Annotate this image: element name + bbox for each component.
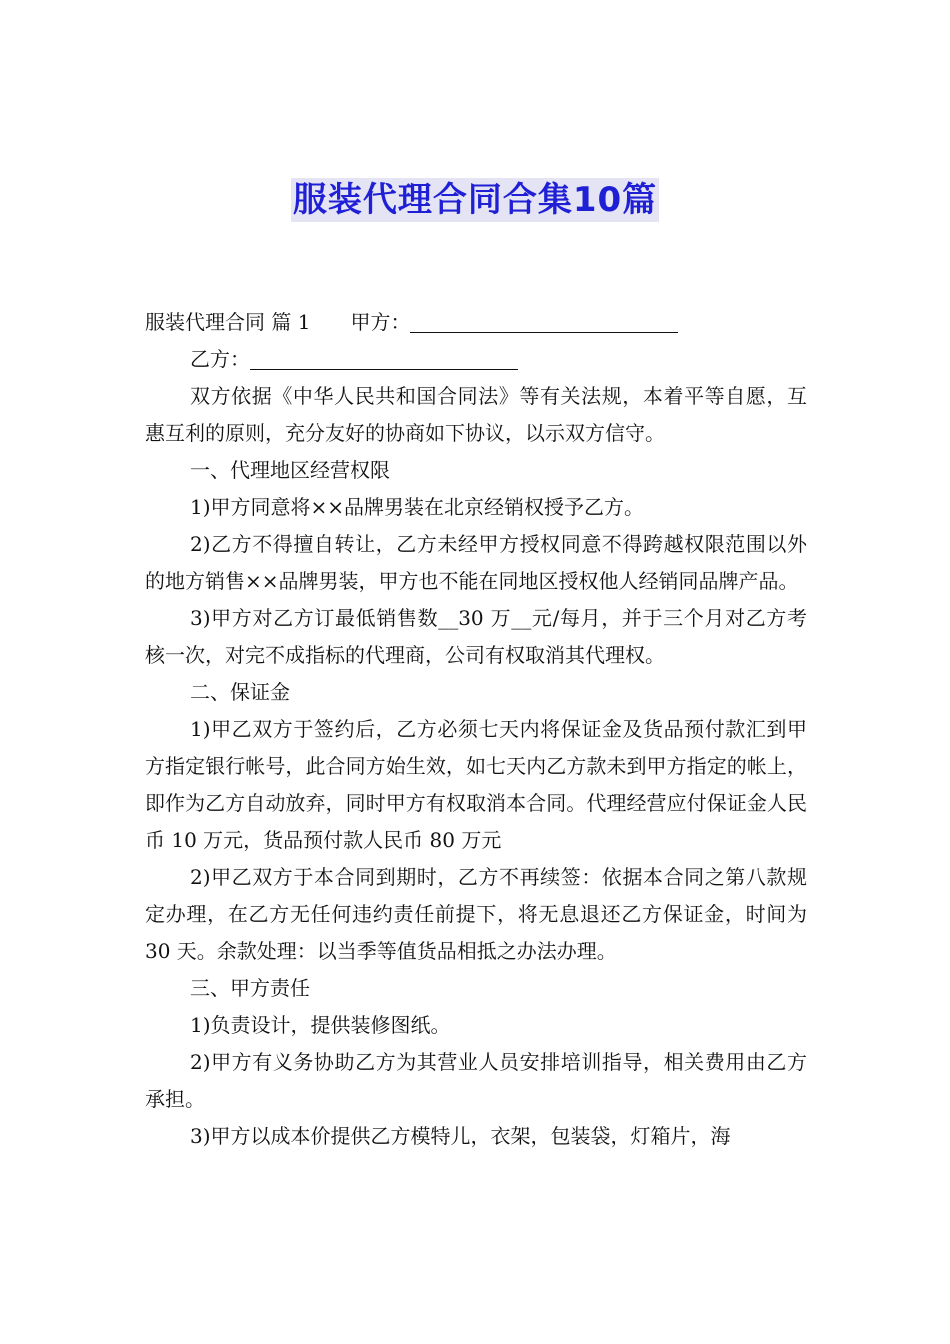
document-title: 服装代理合同合集10篇 (292, 180, 658, 220)
party-b-blank (250, 345, 518, 370)
contract-header-line (145, 304, 807, 341)
contract-heading: 服装代理合同 篇 1 (145, 310, 311, 334)
paragraph-p1: 双方依据《中华人民共和国合同法》等有关法规，本着平等自愿，互惠互利的原则，充分友好的协商如下协议，以示双方信守。 (145, 384, 807, 445)
paragraph-s2_2: 2)甲乙双方于本合同到期时，乙方不再续签：依据本合同之第八款规定办理，在乙方无任何违约责任前提下，将无息退还乙方保证金，时间为 30 天。余款处理：以当季等值货品相抵之办法办理。 (145, 865, 807, 963)
paragraph-s3_3: 3)甲方以成本价提供乙方模特儿，衣架，包装袋，灯箱片，海 (190, 1124, 731, 1148)
document-title-wrap (0, 178, 950, 222)
document-body (145, 304, 807, 1155)
paragraph-s3: 三、甲方责任 (190, 976, 310, 1000)
party-b-label: 乙方： (190, 347, 250, 371)
paragraph-s1_1: 1)甲方同意将××品牌男装在北京经销权授予乙方。 (190, 495, 645, 519)
paragraph-s3_2: 2)甲方有义务协助乙方为其营业人员安排培训指导，相关费用由乙方承担。 (145, 1050, 807, 1111)
paragraph-s1_2: 2)乙方不得擅自转让，乙方未经甲方授权同意不得跨越权限范围以外的地方销售××品牌男装，甲方也不能在同地区授权他人经销同品牌产品。 (145, 532, 807, 593)
paragraph-s2_1: 1)甲乙双方于签约后，乙方必须七天内将保证金及货品预付款汇到甲方指定银行帐号，此合同方始生效，如七天内乙方款未到甲方指定的帐上，即作为乙方自动放弃，同时甲方有权取消本合同。代理经营应付保证金人民币 10 万元，货品预付款人民币 80 万元 (145, 717, 807, 852)
paragraph-s1: 一、代理地区经营权限 (190, 458, 390, 482)
paragraph-s2: 二、保证金 (190, 680, 290, 704)
party-b-line (145, 341, 807, 378)
paragraph-s3_1: 1)负责设计，提供装修图纸。 (190, 1013, 451, 1037)
party-a-label: 甲方： (350, 310, 411, 334)
party-a-blank (410, 308, 678, 333)
contract-paragraphs (145, 378, 807, 1155)
paragraph-s1_3: 3)甲方对乙方订最低销售数__30 万__元/每月，并于三个月对乙方考核一次，对完不成指标的代理商，公司有权取消其代理权。 (145, 606, 807, 667)
